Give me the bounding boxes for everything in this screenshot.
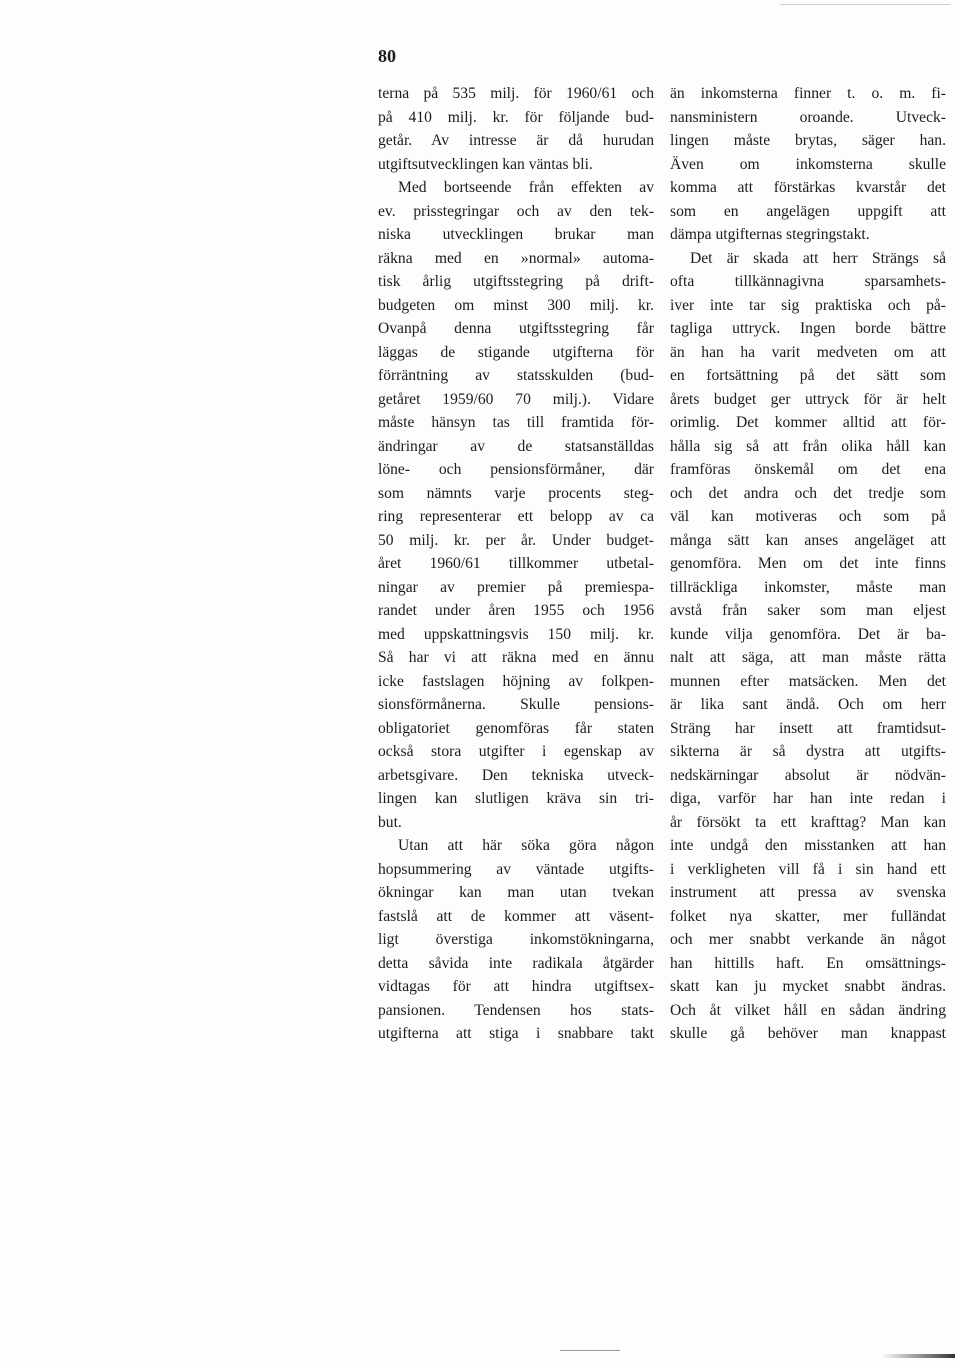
text-line: sionsförmånerna. Skulle pensions- bbox=[378, 696, 654, 713]
text-line: lingen kan slutligen kräva sin tri- bbox=[378, 790, 654, 807]
text-line: nedskärningar absolut är nödvän- bbox=[670, 766, 946, 784]
text-line: sikterna är så dystra att utgifts- bbox=[670, 743, 946, 760]
text-line: med uppskattningsvis 150 milj. kr. bbox=[378, 625, 654, 643]
text-line: Även om inkomsterna skulle bbox=[670, 155, 946, 173]
text-line: kunde vilja genomföra. Det är ba- bbox=[670, 625, 946, 643]
text-line: obligatoriet genomföras får staten bbox=[378, 719, 654, 737]
text-line: Och åt vilket håll en sådan ändring bbox=[670, 1001, 946, 1019]
text-line: skatt kan ju mycket snabbt ändras. bbox=[670, 978, 946, 995]
text-line: iver inte tar sig praktiska och på- bbox=[670, 296, 946, 314]
text-line: munnen efter matsäcken. Men det bbox=[670, 672, 946, 690]
text-line: dämpa utgifternas stegringstakt. bbox=[670, 226, 870, 243]
text-line: pansionen. Tendensen hos stats- bbox=[378, 1001, 654, 1019]
text-line: hålla sig så att från olika håll kan bbox=[670, 437, 946, 455]
text-line: än inkomsterna finner t. o. m. fi- bbox=[670, 85, 946, 102]
text-line: Utan att här söka göra någon bbox=[398, 837, 654, 854]
text-line: i verkligheten vill få i sin hand ett bbox=[670, 860, 946, 878]
text-line: inte undgå den misstanken att han bbox=[670, 837, 946, 854]
text-line: måste hänsyn tas till framtida för- bbox=[378, 414, 654, 431]
text-line: niska utvecklingen brukar man bbox=[378, 226, 654, 243]
page-number: 80 bbox=[378, 46, 396, 66]
text-line: Så har vi att räkna med en ännu bbox=[378, 649, 654, 666]
scan-edge-line bbox=[780, 4, 950, 5]
text-line: ring representerar ett belopp av ca bbox=[378, 508, 654, 525]
scan-mark bbox=[560, 1350, 620, 1351]
text-line: än han ha varit medveten om att bbox=[670, 343, 946, 361]
text-line: år försökt ta ett krafttag? Man kan bbox=[670, 813, 946, 831]
scan-corner-mark bbox=[880, 1354, 955, 1358]
text-line: årets budget ger uttryck för är helt bbox=[670, 390, 946, 408]
text-line: ningar av premier på premiespa- bbox=[378, 578, 654, 596]
text-line: icke fastslagen höjning av folkpen- bbox=[378, 672, 654, 690]
text-line: löne- och pensionsförmåner, där bbox=[378, 461, 654, 478]
text-line: tisk årlig utgiftsstegring på drift- bbox=[378, 273, 654, 290]
text-line: och det andra och det tredje som bbox=[670, 484, 946, 502]
text-line: folket nya skatter, mer fulländat bbox=[670, 907, 946, 925]
text-line: väl kan motiveras och som på bbox=[670, 508, 946, 525]
text-line: instrument att pressa av svenska bbox=[670, 884, 946, 901]
text-line: ev. prisstegringar och av den tek- bbox=[378, 202, 654, 220]
text-line: förräntning av statsskulden (bud- bbox=[378, 367, 654, 384]
text-line: fastslå att de kommer att väsent- bbox=[378, 907, 654, 925]
text-line: Med bortseende från effekten av bbox=[398, 179, 654, 196]
text-line: ändringar av de statsanställdas bbox=[378, 437, 654, 455]
text-line: vidtagas för att hindra utgiftsex- bbox=[378, 978, 654, 995]
text-line: Sträng har insett att framtidsut- bbox=[670, 719, 946, 737]
text-line: getår. Av intresse är då hurudan bbox=[378, 132, 654, 149]
text-line: 50 milj. kr. per år. Under budget- bbox=[378, 531, 654, 549]
text-line: orimlig. Det kommer alltid att för- bbox=[670, 414, 946, 431]
text-line: tillräckliga inkomster, måste man bbox=[670, 578, 946, 596]
text-line: komma att förstärkas kvarstår det bbox=[670, 179, 946, 196]
text-line: räkna med en »normal» automa- bbox=[378, 249, 654, 267]
text-line: genomföra. Men om det inte finns bbox=[670, 555, 946, 572]
right-text-column bbox=[670, 82, 946, 1046]
text-line: året 1960/61 tillkommer utbetal- bbox=[378, 555, 654, 572]
text-line: på 410 milj. kr. för följande bud- bbox=[378, 108, 654, 126]
text-line: Det är skada att herr Strängs så bbox=[690, 249, 946, 267]
text-line: som nämnts varje procents steg- bbox=[378, 484, 654, 502]
text-line: getåret 1959/60 70 milj.). Vidare bbox=[378, 390, 654, 408]
text-line: är lika sant ändå. Och om herr bbox=[670, 696, 946, 713]
text-line: ligt överstiga inkomstökningarna, bbox=[378, 931, 654, 948]
text-line: en fortsättning på det sätt som bbox=[670, 367, 946, 384]
text-line: framföras önskemål om det ena bbox=[670, 461, 946, 478]
text-line: tagliga uttryck. Ingen borde bättre bbox=[670, 320, 946, 337]
text-line: också stora utgifter i egenskap av bbox=[378, 743, 654, 760]
text-line: nalt att säga, att man måste rätta bbox=[670, 649, 946, 666]
text-line: många sätt kan anses angeläget att bbox=[670, 531, 946, 549]
text-line: utgifterna att stiga i snabbare takt bbox=[378, 1025, 654, 1042]
text-line: diga, varför har han inte redan i bbox=[670, 790, 946, 807]
text-line: randet under åren 1955 och 1956 bbox=[378, 602, 654, 619]
text-line: han hittills haft. En omsättnings- bbox=[670, 954, 946, 972]
text-line: budgeten om minst 300 milj. kr. bbox=[378, 296, 654, 314]
text-line: ofta tillkännagivna sparsamhets- bbox=[670, 273, 946, 290]
text-line: hopsummering av väntade utgifts- bbox=[378, 860, 654, 878]
text-line: läggas de stigande utgifterna för bbox=[378, 343, 654, 361]
left-text-column bbox=[378, 82, 654, 1046]
text-line: lingen måste brytas, säger han. bbox=[670, 132, 946, 149]
text-line: utgiftsutvecklingen kan väntas bli. bbox=[378, 155, 593, 173]
text-line: detta såvida inte radikala åtgärder bbox=[378, 954, 654, 972]
text-line: Ovanpå denna utgiftsstegring får bbox=[378, 320, 654, 337]
text-line: som en angelägen uppgift att bbox=[670, 202, 946, 220]
text-line: arbetsgivare. Den tekniska utveck- bbox=[378, 766, 654, 784]
text-line: terna på 535 milj. för 1960/61 och bbox=[378, 85, 654, 102]
text-line: but. bbox=[378, 813, 402, 831]
text-line: och mer snabbt verkande än något bbox=[670, 931, 946, 948]
text-line: ökningar kan man utan tvekan bbox=[378, 884, 654, 901]
text-line: nansministern oroande. Utveck- bbox=[670, 108, 946, 126]
text-line: avstå från saker som man eljest bbox=[670, 602, 946, 619]
text-line: skulle gå behöver man knappast bbox=[670, 1025, 946, 1042]
